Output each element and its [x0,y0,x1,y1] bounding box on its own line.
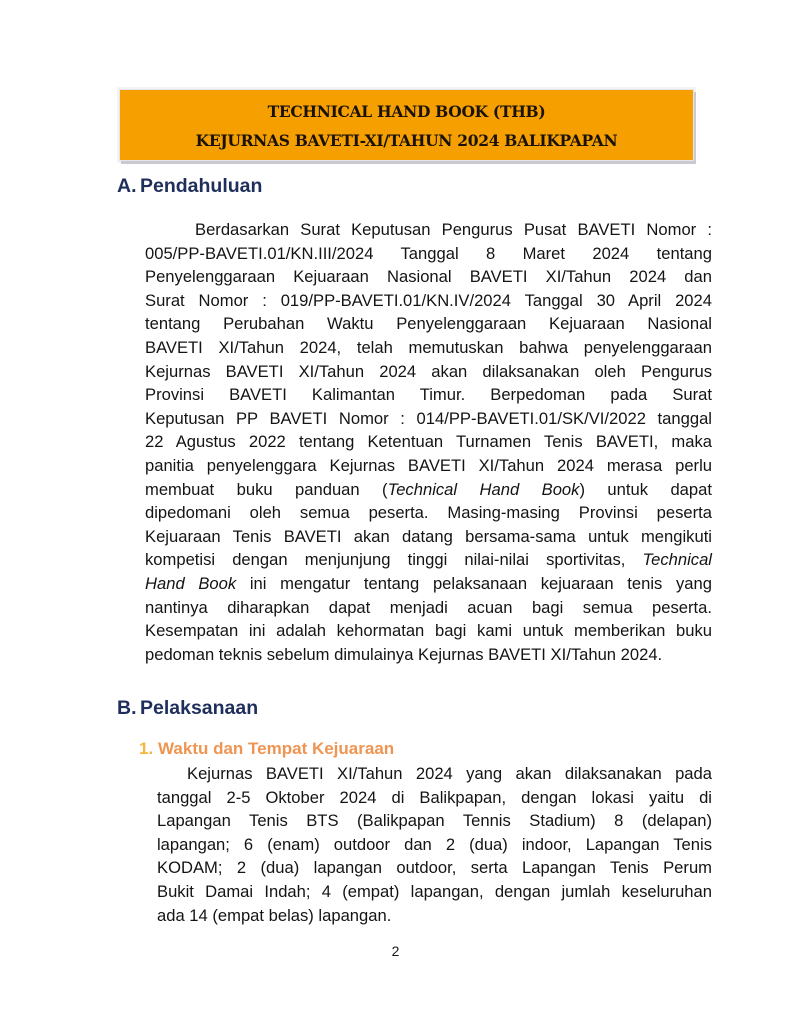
text-run: ini mengatur tentang pelaksanaan kejuaraan tenis yang [236,573,712,593]
paragraph-line: panitia penyelenggara Kejurnas BAVETI XI/Tahun 2024 merasa perlu [145,455,712,475]
subsection-1-number: 1. [139,739,154,758]
subsection-1-title: Waktu dan Tempat Kejuaraan [158,739,395,758]
text-run: kompetisi dengan menjunjung tinggi nilai-nilai sportivitas, [145,550,643,570]
banner-title-line-1: TECHNICAL HAND BOOK (THB) [267,102,546,121]
paragraph-line: Kejuaraan Tenis BAVETI akan datang bersama-sama untuk mengikuti [145,526,712,546]
section-a-heading [117,175,262,198]
paragraph-line: Kesempatan ini adalah kehormatan bagi kami untuk memberikan buku [145,621,712,641]
page-number: 2 [391,943,400,959]
subsection-1-paragraph [157,762,712,927]
text-run: membuat buku panduan ( [145,479,388,499]
section-b-heading [117,697,258,720]
section-a-title: Pendahuluan [140,175,263,197]
italic-term: Technical Hand Book [387,479,580,499]
section-b-number: B. [117,697,137,719]
subsection-1-heading [139,739,394,759]
italic-term: Technical [642,550,712,570]
paragraph-line [145,548,712,572]
paragraph-line: Berdasarkan Surat Keputusan Pengurus Pusat BAVETI Nomor : [195,220,712,239]
paragraph-line [145,478,712,502]
paragraph-line: KODAM; 2 (dua) lapangan outdoor, serta Lapangan Tenis Perum [157,858,712,878]
paragraph-line: tanggal 2-5 Oktober 2024 di Balikpapan, dengan lokasi yaitu di [157,787,712,807]
paragraph-line: ada 14 (empat belas) lapangan. [157,905,392,925]
paragraph-line: 22 Agustus 2022 tentang Ketentuan Turnamen Tenis BAVETI, maka [145,432,712,452]
paragraph-line: Surat Nomor : 019/PP-BAVETI.01/KN.IV/2024 Tanggal 30 April 2024 [145,290,712,310]
paragraph-line: 005/PP-BAVETI.01/KN.III/2024 Tanggal 8 Maret 2024 tentang [145,243,712,263]
section-a-paragraph [145,218,712,666]
paragraph-line: tentang Perubahan Waktu Penyelenggaraan Kejuaraan Nasional [145,314,712,334]
paragraph-line: lapangan; 6 (enam) outdoor dan 2 (dua) indoor, Lapangan Tenis [157,834,712,854]
italic-term: Hand Book [145,573,237,593]
paragraph-line: Keputusan PP BAVETI Nomor : 014/PP-BAVETI.01/SK/VI/2022 tanggal [145,408,712,428]
text-run: ) untuk dapat [579,479,712,499]
paragraph-line: Kejurnas BAVETI XI/Tahun 2024 akan dilaksanakan oleh Pengurus [145,361,712,381]
paragraph-line: BAVETI XI/Tahun 2024, telah memutuskan bahwa penyelenggaraan [145,337,712,357]
section-a-number: A. [117,175,137,197]
paragraph-line: Lapangan Tenis BTS (Balikpapan Tennis Stadium) 8 (delapan) [157,811,712,831]
title-banner [119,89,694,161]
paragraph-line: Provinsi BAVETI Kalimantan Timur. Berpedoman pada Surat [145,385,712,405]
paragraph-line: nantinya diharapkan dapat menjadi acuan bagi semua peserta. [145,597,712,617]
paragraph-line: Bukit Damai Indah; 4 (empat) lapangan, dengan jumlah keseluruhan [157,881,712,901]
paragraph-line: Penyelenggaraan Kejuaraan Nasional BAVETI XI/Tahun 2024 dan [145,267,712,287]
banner-title-line-2: KEJURNAS BAVETI-XI/TAHUN 2024 BALIKPAPAN [195,131,618,150]
paragraph-line: pedoman teknis sebelum dimulainya Kejurnas BAVETI XI/Tahun 2024. [145,644,663,664]
paragraph-line [145,572,712,596]
paragraph-line: dipedomani oleh semua peserta. Masing-masing Provinsi peserta [145,503,712,523]
section-b-title: Pelaksanaan [140,697,259,719]
paragraph-line: Kejurnas BAVETI XI/Tahun 2024 yang akan dilaksanakan pada [187,764,712,783]
